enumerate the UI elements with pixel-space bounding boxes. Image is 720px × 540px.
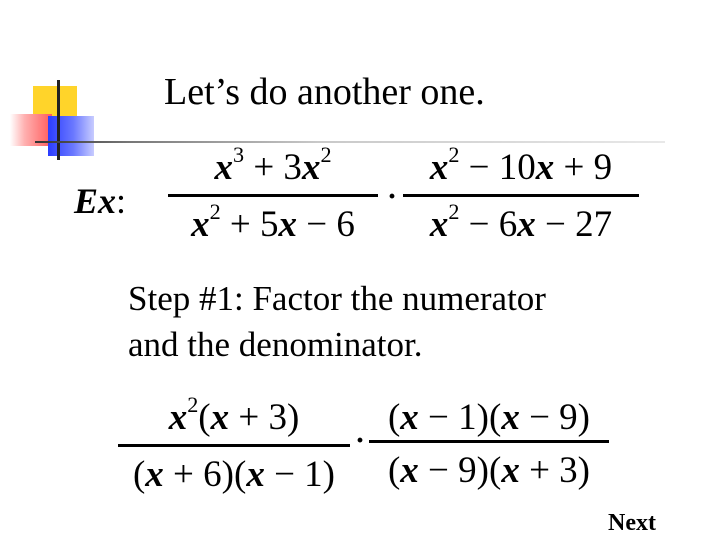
example-label-text: Ex — [74, 181, 117, 221]
example-fraction-1-denominator: $x^2 + 5x - 6$ — [168, 194, 378, 251]
factored-fraction-2-numerator: (x − 1)(x − 9) — [387, 397, 591, 438]
step-line-2: and the denominator. — [128, 325, 423, 364]
example-fraction-2-denominator: $x^2 - 6x - 27$ — [403, 194, 639, 251]
slide-title: Let’s do another one. — [164, 71, 485, 113]
vertical-rule — [57, 80, 60, 160]
blue-square-decoration — [48, 116, 94, 156]
next-button[interactable]: Next — [608, 510, 656, 536]
factored-fraction-2-denominator: (x − 9)(x + 3) — [369, 440, 609, 493]
multiply-dot: · — [355, 424, 366, 457]
factored-fraction-2 — [369, 396, 609, 493]
factored-fraction-1-denominator: (x + 6)(x − 1) — [118, 444, 350, 497]
example-fraction-2-numerator: $x^2 - 10x + 9$ — [429, 142, 613, 188]
step-line-1: Step #1: Factor the numerator — [128, 279, 546, 318]
example-fraction-1 — [168, 142, 378, 251]
multiply-dot: · — [387, 180, 398, 213]
title-underline — [35, 141, 665, 143]
example-fraction-2 — [403, 142, 639, 251]
example-label-colon: : — [116, 181, 127, 221]
example-label — [74, 180, 126, 222]
factored-fraction-1-numerator: $x^2(x + 3)$ — [168, 392, 300, 438]
step-instruction — [128, 276, 546, 368]
example-fraction-1-numerator: $x^3 + 3x^2$ — [214, 142, 332, 188]
factored-fraction-1 — [118, 392, 350, 497]
